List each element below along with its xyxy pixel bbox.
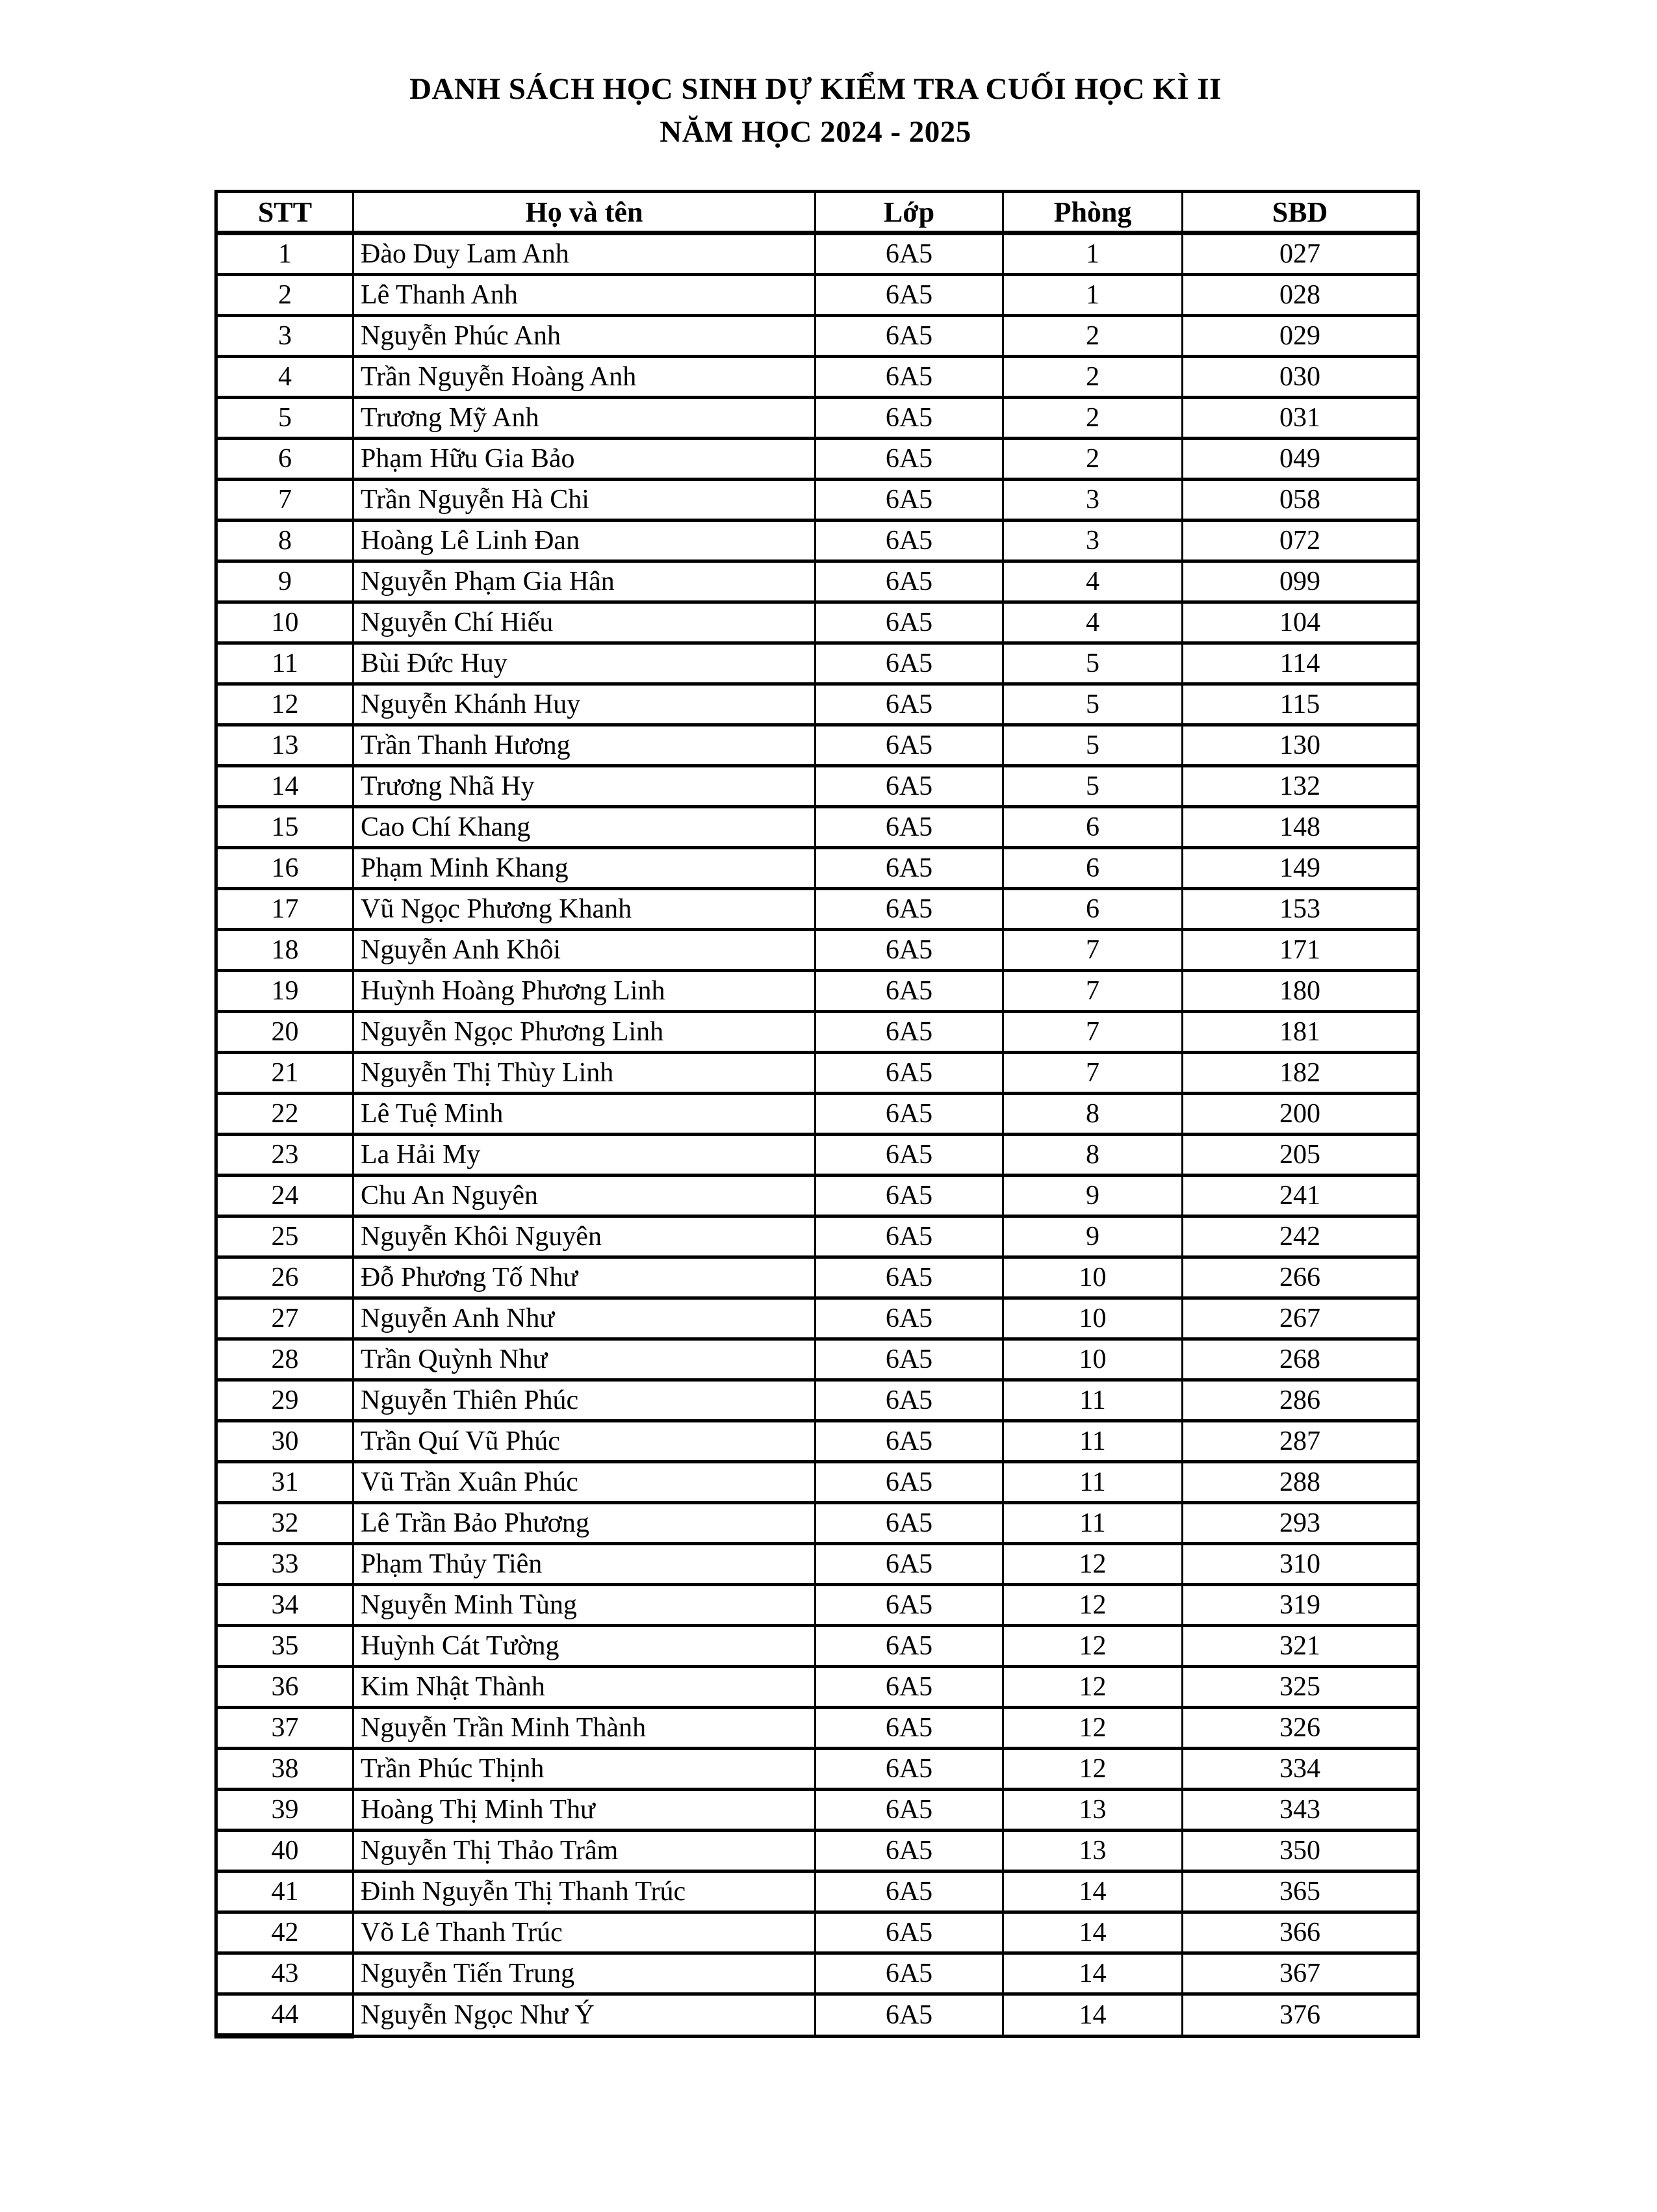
cell-lop: 6A5 xyxy=(816,561,1003,602)
table-row xyxy=(216,1462,1419,1503)
cell-stt: 28 xyxy=(216,1339,353,1380)
cell-stt: 12 xyxy=(216,684,353,725)
cell-stt: 30 xyxy=(216,1421,353,1462)
table-row xyxy=(216,1790,1419,1831)
cell-name: Nguyễn Phạm Gia Hân xyxy=(353,561,816,602)
cell-lop: 6A5 xyxy=(816,889,1003,930)
table-body xyxy=(216,233,1419,2037)
cell-phong: 7 xyxy=(1003,1012,1183,1053)
table-row xyxy=(216,889,1419,930)
cell-name: Nguyễn Thiên Phúc xyxy=(353,1380,816,1421)
cell-phong: 2 xyxy=(1003,439,1183,480)
cell-phong: 4 xyxy=(1003,561,1183,602)
cell-stt: 22 xyxy=(216,1094,353,1135)
cell-phong: 14 xyxy=(1003,1871,1183,1912)
cell-sbd: 180 xyxy=(1183,971,1419,1012)
cell-name: Cao Chí Khang xyxy=(353,807,816,848)
cell-sbd: 366 xyxy=(1183,1912,1419,1953)
cell-sbd: 268 xyxy=(1183,1339,1419,1380)
cell-lop: 6A5 xyxy=(816,1012,1003,1053)
document-page xyxy=(0,68,1657,2212)
cell-lop: 6A5 xyxy=(816,684,1003,725)
table-row xyxy=(216,1749,1419,1790)
cell-lop: 6A5 xyxy=(816,439,1003,480)
cell-lop: 6A5 xyxy=(816,1790,1003,1831)
cell-stt: 43 xyxy=(216,1953,353,1994)
cell-stt: 7 xyxy=(216,480,353,521)
table-row xyxy=(216,971,1419,1012)
student-roster-table xyxy=(214,190,1420,2038)
cell-sbd: 031 xyxy=(1183,398,1419,439)
cell-sbd: 365 xyxy=(1183,1871,1419,1912)
cell-stt: 29 xyxy=(216,1380,353,1421)
table-row xyxy=(216,316,1419,357)
cell-phong: 3 xyxy=(1003,480,1183,521)
cell-phong: 7 xyxy=(1003,930,1183,971)
cell-phong: 11 xyxy=(1003,1380,1183,1421)
cell-phong: 10 xyxy=(1003,1339,1183,1380)
cell-name: La Hải My xyxy=(353,1135,816,1176)
table-row xyxy=(216,357,1419,398)
cell-lop: 6A5 xyxy=(816,643,1003,684)
cell-stt: 40 xyxy=(216,1831,353,1871)
cell-lop: 6A5 xyxy=(816,971,1003,1012)
cell-stt: 27 xyxy=(216,1298,353,1339)
cell-name: Nguyễn Anh Như xyxy=(353,1298,816,1339)
cell-lop: 6A5 xyxy=(816,1094,1003,1135)
cell-stt: 5 xyxy=(216,398,353,439)
table-row xyxy=(216,1053,1419,1094)
cell-name: Lê Thanh Anh xyxy=(353,275,816,316)
cell-sbd: 325 xyxy=(1183,1667,1419,1708)
cell-phong: 2 xyxy=(1003,316,1183,357)
cell-stt: 11 xyxy=(216,643,353,684)
cell-stt: 35 xyxy=(216,1626,353,1667)
cell-lop: 6A5 xyxy=(816,275,1003,316)
cell-sbd: 114 xyxy=(1183,643,1419,684)
cell-name: Đào Duy Lam Anh xyxy=(353,233,816,275)
cell-name: Huỳnh Cát Tường xyxy=(353,1626,816,1667)
table-row xyxy=(216,766,1419,807)
cell-lop: 6A5 xyxy=(816,233,1003,275)
table-row xyxy=(216,1831,1419,1871)
table-row xyxy=(216,1257,1419,1298)
cell-sbd: 267 xyxy=(1183,1298,1419,1339)
table-row xyxy=(216,275,1419,316)
cell-phong: 2 xyxy=(1003,398,1183,439)
cell-sbd: 343 xyxy=(1183,1790,1419,1831)
cell-stt: 8 xyxy=(216,521,353,561)
cell-sbd: 149 xyxy=(1183,848,1419,889)
cell-stt: 10 xyxy=(216,602,353,643)
cell-name: Nguyễn Khôi Nguyên xyxy=(353,1216,816,1257)
cell-name: Nguyễn Minh Tùng xyxy=(353,1585,816,1626)
col-header-sbd: SBD xyxy=(1183,192,1419,233)
table-row xyxy=(216,1012,1419,1053)
cell-name: Trần Quí Vũ Phúc xyxy=(353,1421,816,1462)
cell-sbd: 132 xyxy=(1183,766,1419,807)
cell-phong: 10 xyxy=(1003,1257,1183,1298)
cell-name: Nguyễn Anh Khôi xyxy=(353,930,816,971)
cell-lop: 6A5 xyxy=(816,1544,1003,1585)
cell-sbd: 104 xyxy=(1183,602,1419,643)
table-row xyxy=(216,684,1419,725)
cell-sbd: 326 xyxy=(1183,1708,1419,1749)
cell-stt: 4 xyxy=(216,357,353,398)
cell-name: Trương Mỹ Anh xyxy=(353,398,816,439)
cell-name: Nguyễn Thị Thùy Linh xyxy=(353,1053,816,1094)
title-line-1: DANH SÁCH HỌC SINH DỰ KIỂM TRA CUỐI HỌC KÌ II xyxy=(409,72,1222,106)
cell-name: Trần Quỳnh Như xyxy=(353,1339,816,1380)
cell-stt: 33 xyxy=(216,1544,353,1585)
cell-sbd: 205 xyxy=(1183,1135,1419,1176)
cell-name: Nguyễn Tiến Trung xyxy=(353,1953,816,1994)
cell-phong: 11 xyxy=(1003,1462,1183,1503)
cell-sbd: 200 xyxy=(1183,1094,1419,1135)
cell-stt: 37 xyxy=(216,1708,353,1749)
cell-stt: 23 xyxy=(216,1135,353,1176)
cell-lop: 6A5 xyxy=(816,807,1003,848)
cell-sbd: 182 xyxy=(1183,1053,1419,1094)
cell-name: Đỗ Phương Tố Như xyxy=(353,1257,816,1298)
cell-name: Nguyễn Ngọc Phương Linh xyxy=(353,1012,816,1053)
cell-lop: 6A5 xyxy=(816,1257,1003,1298)
cell-stt: 26 xyxy=(216,1257,353,1298)
cell-lop: 6A5 xyxy=(816,1176,1003,1216)
table-row xyxy=(216,521,1419,561)
cell-phong: 1 xyxy=(1003,275,1183,316)
cell-lop: 6A5 xyxy=(816,766,1003,807)
cell-name: Nguyễn Ngọc Như Ý xyxy=(353,1994,816,2037)
cell-lop: 6A5 xyxy=(816,1135,1003,1176)
cell-phong: 6 xyxy=(1003,889,1183,930)
cell-sbd: 115 xyxy=(1183,684,1419,725)
cell-stt: 20 xyxy=(216,1012,353,1053)
table-row xyxy=(216,1298,1419,1339)
table-row xyxy=(216,398,1419,439)
table-row xyxy=(216,725,1419,766)
table-row xyxy=(216,848,1419,889)
cell-name: Phạm Minh Khang xyxy=(353,848,816,889)
cell-lop: 6A5 xyxy=(816,316,1003,357)
cell-lop: 6A5 xyxy=(816,1339,1003,1380)
cell-phong: 8 xyxy=(1003,1094,1183,1135)
cell-lop: 6A5 xyxy=(816,1053,1003,1094)
cell-name: Vũ Trần Xuân Phúc xyxy=(353,1462,816,1503)
cell-sbd: 241 xyxy=(1183,1176,1419,1216)
table-row xyxy=(216,1912,1419,1953)
cell-phong: 2 xyxy=(1003,357,1183,398)
cell-stt: 21 xyxy=(216,1053,353,1094)
cell-sbd: 310 xyxy=(1183,1544,1419,1585)
cell-stt: 17 xyxy=(216,889,353,930)
cell-stt: 16 xyxy=(216,848,353,889)
cell-name: Bùi Đức Huy xyxy=(353,643,816,684)
cell-phong: 12 xyxy=(1003,1585,1183,1626)
cell-name: Nguyễn Trần Minh Thành xyxy=(353,1708,816,1749)
cell-phong: 7 xyxy=(1003,1053,1183,1094)
cell-lop: 6A5 xyxy=(816,1749,1003,1790)
cell-lop: 6A5 xyxy=(816,848,1003,889)
cell-sbd: 130 xyxy=(1183,725,1419,766)
table-row xyxy=(216,1585,1419,1626)
cell-sbd: 181 xyxy=(1183,1012,1419,1053)
cell-phong: 11 xyxy=(1003,1503,1183,1544)
table-row xyxy=(216,1994,1419,2037)
cell-sbd: 171 xyxy=(1183,930,1419,971)
cell-lop: 6A5 xyxy=(816,1708,1003,1749)
cell-stt: 18 xyxy=(216,930,353,971)
cell-sbd: 099 xyxy=(1183,561,1419,602)
cell-phong: 5 xyxy=(1003,725,1183,766)
table-row xyxy=(216,1667,1419,1708)
cell-sbd: 293 xyxy=(1183,1503,1419,1544)
table-row xyxy=(216,1503,1419,1544)
cell-lop: 6A5 xyxy=(816,1503,1003,1544)
cell-sbd: 030 xyxy=(1183,357,1419,398)
cell-lop: 6A5 xyxy=(816,602,1003,643)
cell-sbd: 350 xyxy=(1183,1831,1419,1871)
cell-stt: 14 xyxy=(216,766,353,807)
cell-name: Đinh Nguyễn Thị Thanh Trúc xyxy=(353,1871,816,1912)
cell-phong: 12 xyxy=(1003,1626,1183,1667)
cell-sbd: 029 xyxy=(1183,316,1419,357)
cell-name: Lê Tuệ Minh xyxy=(353,1094,816,1135)
cell-lop: 6A5 xyxy=(816,1421,1003,1462)
cell-sbd: 288 xyxy=(1183,1462,1419,1503)
cell-phong: 11 xyxy=(1003,1421,1183,1462)
cell-stt: 1 xyxy=(216,233,353,275)
cell-phong: 5 xyxy=(1003,643,1183,684)
col-header-name: Họ và tên xyxy=(353,192,816,233)
cell-lop: 6A5 xyxy=(816,1298,1003,1339)
table-header-row xyxy=(216,192,1419,233)
cell-lop: 6A5 xyxy=(816,357,1003,398)
cell-lop: 6A5 xyxy=(816,1585,1003,1626)
cell-stt: 41 xyxy=(216,1871,353,1912)
cell-name: Hoàng Lê Linh Đan xyxy=(353,521,816,561)
cell-name: Võ Lê Thanh Trúc xyxy=(353,1912,816,1953)
cell-phong: 13 xyxy=(1003,1790,1183,1831)
cell-name: Chu An Nguyên xyxy=(353,1176,816,1216)
col-header-phong: Phòng xyxy=(1003,192,1183,233)
cell-lop: 6A5 xyxy=(816,1667,1003,1708)
cell-sbd: 266 xyxy=(1183,1257,1419,1298)
cell-phong: 14 xyxy=(1003,1994,1183,2037)
cell-name: Nguyễn Khánh Huy xyxy=(353,684,816,725)
table-row xyxy=(216,1339,1419,1380)
cell-stt: 15 xyxy=(216,807,353,848)
cell-stt: 36 xyxy=(216,1667,353,1708)
cell-stt: 13 xyxy=(216,725,353,766)
cell-stt: 25 xyxy=(216,1216,353,1257)
cell-sbd: 028 xyxy=(1183,275,1419,316)
cell-sbd: 242 xyxy=(1183,1216,1419,1257)
cell-phong: 5 xyxy=(1003,766,1183,807)
cell-stt: 3 xyxy=(216,316,353,357)
title-line-2: NĂM HỌC 2024 - 2025 xyxy=(660,115,971,149)
cell-lop: 6A5 xyxy=(816,398,1003,439)
cell-phong: 7 xyxy=(1003,971,1183,1012)
cell-sbd: 367 xyxy=(1183,1953,1419,1994)
cell-stt: 32 xyxy=(216,1503,353,1544)
cell-name: Nguyễn Thị Thảo Trâm xyxy=(353,1831,816,1871)
cell-sbd: 376 xyxy=(1183,1994,1419,2037)
cell-phong: 14 xyxy=(1003,1912,1183,1953)
table-row xyxy=(216,480,1419,521)
cell-lop: 6A5 xyxy=(816,1462,1003,1503)
table-row xyxy=(216,439,1419,480)
table-row xyxy=(216,643,1419,684)
cell-name: Lê Trần Bảo Phương xyxy=(353,1503,816,1544)
cell-phong: 8 xyxy=(1003,1135,1183,1176)
cell-phong: 10 xyxy=(1003,1298,1183,1339)
document-title xyxy=(0,68,1631,153)
cell-sbd: 319 xyxy=(1183,1585,1419,1626)
cell-name: Nguyễn Chí Hiếu xyxy=(353,602,816,643)
col-header-stt: STT xyxy=(216,192,353,233)
cell-sbd: 072 xyxy=(1183,521,1419,561)
cell-sbd: 321 xyxy=(1183,1626,1419,1667)
cell-name: Hoàng Thị Minh Thư xyxy=(353,1790,816,1831)
col-header-lop: Lớp xyxy=(816,192,1003,233)
cell-phong: 13 xyxy=(1003,1831,1183,1871)
cell-phong: 5 xyxy=(1003,684,1183,725)
table-row xyxy=(216,807,1419,848)
cell-stt: 24 xyxy=(216,1176,353,1216)
cell-phong: 3 xyxy=(1003,521,1183,561)
cell-phong: 9 xyxy=(1003,1216,1183,1257)
cell-name: Trương Nhã Hy xyxy=(353,766,816,807)
table-row xyxy=(216,1544,1419,1585)
cell-stt: 34 xyxy=(216,1585,353,1626)
cell-stt: 9 xyxy=(216,561,353,602)
cell-sbd: 027 xyxy=(1183,233,1419,275)
cell-lop: 6A5 xyxy=(816,1871,1003,1912)
cell-lop: 6A5 xyxy=(816,725,1003,766)
cell-phong: 1 xyxy=(1003,233,1183,275)
cell-stt: 38 xyxy=(216,1749,353,1790)
cell-lop: 6A5 xyxy=(816,480,1003,521)
table-row xyxy=(216,561,1419,602)
table-row xyxy=(216,1421,1419,1462)
cell-lop: 6A5 xyxy=(816,1953,1003,1994)
table-row xyxy=(216,1871,1419,1912)
cell-phong: 12 xyxy=(1003,1544,1183,1585)
cell-stt: 6 xyxy=(216,439,353,480)
cell-name: Phạm Hữu Gia Bảo xyxy=(353,439,816,480)
cell-stt: 42 xyxy=(216,1912,353,1953)
table-row xyxy=(216,1135,1419,1176)
cell-lop: 6A5 xyxy=(816,1626,1003,1667)
table-row xyxy=(216,602,1419,643)
cell-lop: 6A5 xyxy=(816,930,1003,971)
cell-lop: 6A5 xyxy=(816,521,1003,561)
cell-sbd: 287 xyxy=(1183,1421,1419,1462)
cell-sbd: 334 xyxy=(1183,1749,1419,1790)
cell-phong: 6 xyxy=(1003,848,1183,889)
cell-phong: 12 xyxy=(1003,1749,1183,1790)
cell-phong: 12 xyxy=(1003,1667,1183,1708)
cell-phong: 4 xyxy=(1003,602,1183,643)
cell-sbd: 049 xyxy=(1183,439,1419,480)
cell-name: Nguyễn Phúc Anh xyxy=(353,316,816,357)
cell-name: Trần Nguyễn Hà Chi xyxy=(353,480,816,521)
table-row xyxy=(216,1626,1419,1667)
table-row xyxy=(216,1708,1419,1749)
cell-name: Trần Thanh Hương xyxy=(353,725,816,766)
cell-name: Kim Nhật Thành xyxy=(353,1667,816,1708)
cell-name: Trần Nguyễn Hoàng Anh xyxy=(353,357,816,398)
cell-stt: 31 xyxy=(216,1462,353,1503)
cell-name: Phạm Thủy Tiên xyxy=(353,1544,816,1585)
table-row xyxy=(216,1094,1419,1135)
table-row xyxy=(216,1953,1419,1994)
table-row xyxy=(216,930,1419,971)
cell-stt: 19 xyxy=(216,971,353,1012)
cell-phong: 9 xyxy=(1003,1176,1183,1216)
cell-lop: 6A5 xyxy=(816,1994,1003,2037)
cell-lop: 6A5 xyxy=(816,1216,1003,1257)
table-row xyxy=(216,1380,1419,1421)
cell-lop: 6A5 xyxy=(816,1912,1003,1953)
cell-sbd: 286 xyxy=(1183,1380,1419,1421)
cell-sbd: 148 xyxy=(1183,807,1419,848)
cell-lop: 6A5 xyxy=(816,1380,1003,1421)
cell-stt: 39 xyxy=(216,1790,353,1831)
cell-sbd: 153 xyxy=(1183,889,1419,930)
cell-name: Huỳnh Hoàng Phương Linh xyxy=(353,971,816,1012)
cell-phong: 14 xyxy=(1003,1953,1183,1994)
cell-stt: 2 xyxy=(216,275,353,316)
cell-phong: 12 xyxy=(1003,1708,1183,1749)
table-row xyxy=(216,1216,1419,1257)
cell-sbd: 058 xyxy=(1183,480,1419,521)
cell-lop: 6A5 xyxy=(816,1831,1003,1871)
table-row xyxy=(216,1176,1419,1216)
cell-name: Trần Phúc Thịnh xyxy=(353,1749,816,1790)
cell-phong: 6 xyxy=(1003,807,1183,848)
cell-name: Vũ Ngọc Phương Khanh xyxy=(353,889,816,930)
table-row xyxy=(216,233,1419,275)
cell-stt: 44 xyxy=(216,1994,353,2037)
